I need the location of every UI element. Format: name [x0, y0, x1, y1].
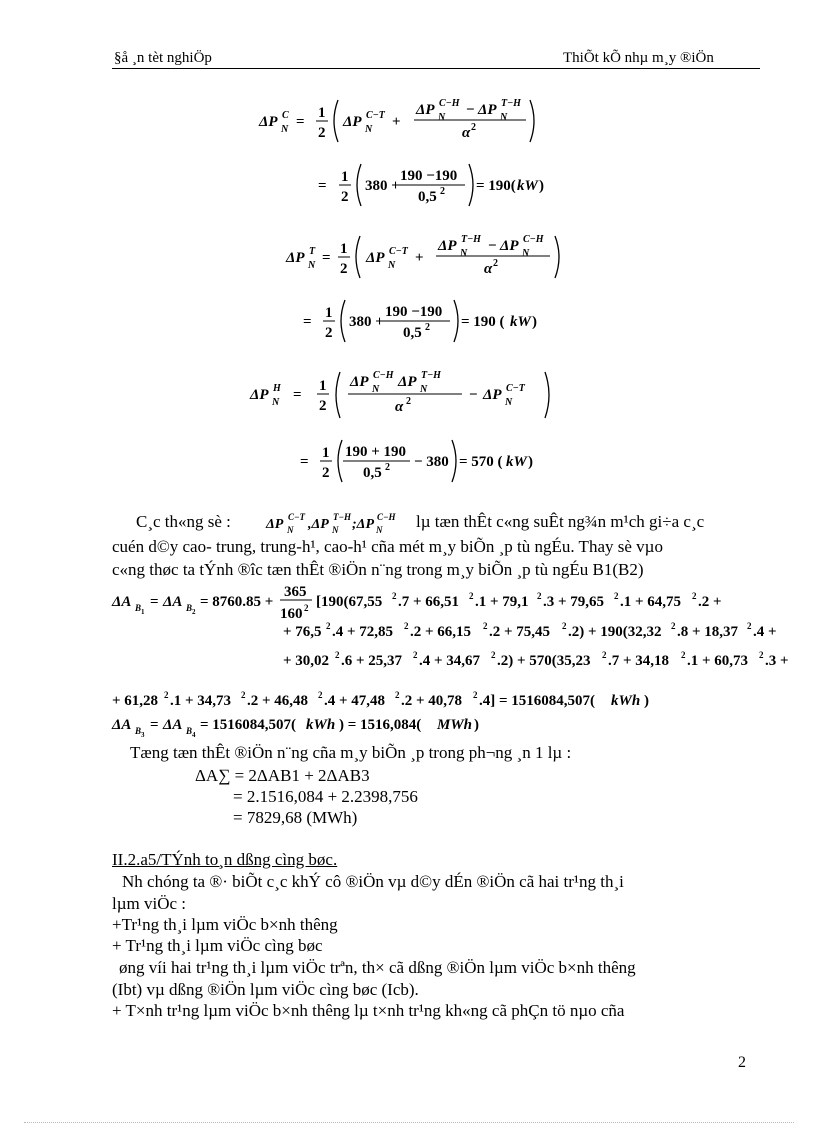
svg-text:380 +: 380 + [349, 314, 384, 330]
svg-text:.1 + 79,1: .1 + 79,1 [475, 594, 529, 610]
svg-text:kW: kW [506, 454, 527, 470]
svg-text:.2) + 190(32,32: .2) + 190(32,32 [568, 624, 662, 640]
svg-text:1: 1 [325, 305, 333, 321]
svg-text:2: 2 [483, 621, 488, 631]
svg-text:ΔA: ΔA [163, 594, 183, 610]
svg-text:C−H: C−H [523, 234, 544, 245]
section-heading: II.2.a5/TÝnh to¸n dßng cìng bøc. [112, 850, 338, 869]
svg-text:1: 1 [318, 105, 326, 121]
svg-text:,ΔP: ,ΔP [308, 517, 329, 532]
svg-text:.3 +: .3 + [765, 653, 789, 669]
svg-text:.4 + 34,67: .4 + 34,67 [419, 653, 481, 669]
section-para-1: Nh chóng ta ®· biÕt c¸c khÝ cô ®iÖn vµ d©y dÉn ®iÖn cã hai tr¹ng th¸i [122, 872, 624, 891]
section-para-5: + T×nh tr¹ng lµm viÖc b×nh thêng lµ t×nh tr¹ng kh«ng cã phÇn tö nµo cña [112, 1001, 625, 1020]
svg-text:T: T [309, 246, 316, 257]
svg-text:0,5: 0,5 [363, 465, 382, 481]
svg-text:2: 2 [385, 462, 390, 473]
svg-text:2: 2 [562, 621, 567, 631]
section-para-3: øng víi hai tr¹ng th¸i lµm viÖc trªn, th× cã dßng ®iÖn lµm viÖc b×nh thêng [119, 958, 636, 977]
svg-text:C−T: C−T [389, 246, 408, 257]
svg-text:2: 2 [304, 603, 309, 613]
svg-text:ΔP: ΔP [366, 250, 385, 266]
svg-text:N: N [372, 384, 380, 395]
svg-text:B: B [186, 603, 193, 613]
svg-text:): ) [644, 693, 649, 709]
svg-text:T−H: T−H [421, 370, 441, 381]
svg-text:.2 + 40,78: .2 + 40,78 [401, 693, 463, 709]
svg-text:.2 + 66,15: .2 + 66,15 [410, 624, 472, 640]
page-number: 2 [738, 1054, 746, 1071]
svg-text:MWh: MWh [437, 717, 473, 733]
bullet-normal-state: +Tr¹ng th¸i lµm viÖc b×nh thêng [112, 915, 338, 934]
svg-text:α: α [462, 125, 471, 141]
svg-text:.2) + 570(35,23: .2) + 570(35,23 [497, 653, 591, 669]
svg-text:) = 1516,084(: ) = 1516,084( [339, 717, 422, 733]
svg-text:= 8760.85 +: = 8760.85 + [200, 594, 274, 610]
svg-text:kWh: kWh [306, 717, 336, 733]
svg-text:.7 + 66,51: .7 + 66,51 [398, 594, 460, 610]
svg-text:ΔP: ΔP [343, 114, 362, 130]
svg-text:= 1516084,507(: = 1516084,507( [200, 717, 297, 733]
svg-text:ΔP: ΔP [350, 374, 369, 390]
section-para-2: lµm viÖc : [112, 894, 187, 913]
svg-text:ΔA: ΔA [112, 717, 132, 733]
svg-text:N: N [420, 384, 428, 395]
svg-text:2: 2 [395, 690, 400, 700]
svg-text:N: N [388, 260, 396, 271]
total-intro: Tæng tæn thÊt ®iÖn n¨ng cña m¸y biÕn ¸p trong ph¬ng ¸n 1 lµ : [130, 743, 572, 762]
svg-text:C−H: C−H [377, 512, 396, 522]
svg-text:): ) [474, 717, 479, 733]
svg-text:=: = [322, 250, 331, 266]
svg-text:2: 2 [318, 125, 326, 141]
svg-text:=: = [296, 114, 305, 130]
svg-text:0,5: 0,5 [418, 189, 437, 205]
svg-text:ΔP: ΔP [483, 387, 502, 403]
svg-text:0,5: 0,5 [403, 325, 422, 341]
section-para-4: (Ibt) vµ dßng ®iÖn lµm viÖc cìng bøc (Icb). [112, 980, 419, 999]
svg-text:= 190 (: = 190 ( [461, 314, 505, 330]
svg-text:2: 2 [671, 621, 676, 631]
svg-text:2: 2 [319, 398, 327, 414]
svg-text:.2 +: .2 + [698, 594, 722, 610]
svg-text:2: 2 [473, 690, 478, 700]
svg-text:1: 1 [340, 241, 348, 257]
svg-text:2: 2 [341, 189, 349, 205]
svg-text:[190(67,55: [190(67,55 [316, 594, 383, 610]
svg-text:−: − [469, 387, 478, 403]
svg-text:C−H: C−H [439, 98, 460, 109]
svg-text:−: − [488, 238, 497, 254]
svg-text:): ) [528, 454, 533, 470]
svg-text:kWh: kWh [611, 693, 641, 709]
svg-text:2: 2 [469, 591, 474, 601]
total-line-3: = 7829,68 (MWh) [233, 808, 358, 827]
svg-text:C−T: C−T [288, 512, 305, 522]
svg-text:ΔP: ΔP [438, 238, 457, 254]
svg-text:N: N [365, 124, 373, 135]
param-prefix: C¸c th«ng sè : [136, 512, 231, 531]
svg-text:N: N [281, 124, 289, 135]
svg-text:N: N [438, 112, 446, 123]
svg-text:.1 + 60,73: .1 + 60,73 [687, 653, 749, 669]
svg-text:2: 2 [440, 186, 445, 197]
svg-text:.3 + 79,65: .3 + 79,65 [543, 594, 605, 610]
svg-text:.1 + 34,73: .1 + 34,73 [170, 693, 232, 709]
svg-text:=: = [150, 717, 159, 733]
svg-text:2: 2 [614, 591, 619, 601]
svg-text:2: 2 [681, 650, 686, 660]
svg-text:B: B [186, 726, 193, 736]
svg-text:C−T: C−T [506, 383, 525, 394]
svg-text:1: 1 [341, 169, 349, 185]
svg-text:ΔP: ΔP [416, 102, 435, 118]
svg-text:2: 2 [413, 650, 418, 660]
svg-text:2: 2 [392, 591, 397, 601]
svg-text:2: 2 [340, 261, 348, 277]
svg-text:α: α [484, 261, 493, 277]
svg-text:2: 2 [537, 591, 542, 601]
svg-text:N: N [376, 525, 383, 535]
svg-text:T−H: T−H [501, 98, 521, 109]
svg-text:2: 2 [335, 650, 340, 660]
svg-text:N: N [505, 397, 513, 408]
svg-text:H: H [273, 383, 281, 394]
svg-text:2: 2 [471, 122, 476, 133]
svg-text:N: N [460, 248, 468, 259]
svg-text:C−T: C−T [366, 110, 385, 121]
header-left: §å ¸n tèt nghiÖp [114, 50, 212, 66]
svg-text:.4 + 72,85: .4 + 72,85 [332, 624, 394, 640]
svg-text:− 380: − 380 [414, 454, 449, 470]
svg-text:N: N [308, 260, 316, 271]
svg-text:3: 3 [141, 731, 145, 739]
svg-text:kW: kW [517, 178, 538, 194]
svg-text:160: 160 [280, 606, 303, 622]
svg-text:2: 2 [747, 621, 752, 631]
svg-text:380 +: 380 + [365, 178, 400, 194]
header-right: ThiÕt kÕ nhµ m¸y ®iÖn [563, 50, 714, 66]
svg-text:T−H: T−H [333, 512, 351, 522]
svg-text:=: = [293, 387, 302, 403]
svg-text:190 −190: 190 −190 [400, 168, 458, 184]
svg-text:ΔA: ΔA [163, 717, 183, 733]
svg-text:= 190(: = 190( [476, 178, 516, 194]
svg-text:1: 1 [319, 378, 327, 394]
svg-text:2: 2 [325, 325, 333, 341]
svg-text:2: 2 [493, 258, 498, 269]
svg-text:=: = [303, 314, 312, 330]
svg-text:190 −190: 190 −190 [385, 304, 443, 320]
svg-text:): ) [539, 178, 544, 194]
svg-text:1: 1 [141, 608, 145, 616]
svg-text:ΔP: ΔP [286, 250, 305, 266]
svg-text:2: 2 [425, 322, 430, 333]
svg-text:2: 2 [759, 650, 764, 660]
svg-text:+ 30,02: + 30,02 [283, 653, 330, 669]
svg-text:ΔP: ΔP [259, 114, 278, 130]
svg-text:C−H: C−H [373, 370, 394, 381]
svg-text:=: = [318, 178, 327, 194]
svg-text:2: 2 [491, 650, 496, 660]
svg-text:N: N [522, 248, 530, 259]
svg-text:2: 2 [692, 591, 697, 601]
svg-text:ΔP: ΔP [250, 387, 269, 403]
total-line-1: ΔA∑ = 2ΔAB1 + 2ΔAB3 [195, 766, 370, 785]
svg-text:1: 1 [322, 445, 330, 461]
svg-text:=: = [300, 454, 309, 470]
bullet-forced-state: + Tr¹ng th¸i lµm viÖc cìng bøc [112, 936, 323, 955]
svg-text:ΔP: ΔP [266, 517, 284, 532]
svg-text:2: 2 [404, 621, 409, 631]
svg-text:365: 365 [284, 584, 307, 600]
svg-text:4: 4 [192, 731, 196, 739]
svg-text:N: N [272, 397, 280, 408]
svg-text:;ΔP: ;ΔP [352, 517, 374, 532]
svg-text:2: 2 [318, 690, 323, 700]
svg-text:2: 2 [322, 465, 330, 481]
svg-text:.8 + 18,37: .8 + 18,37 [677, 624, 739, 640]
param-line-3: c«ng thøc ta tÝnh ®îc tæn thÊt ®iÖn n¨ng trong m¸y biÕn ¸p tù ngÉu B1(B2) [112, 560, 644, 579]
svg-text:α: α [395, 399, 404, 415]
svg-text:.2 + 75,45: .2 + 75,45 [489, 624, 551, 640]
svg-text:2: 2 [192, 608, 196, 616]
svg-text:C: C [282, 110, 289, 121]
svg-text:ΔP: ΔP [500, 238, 519, 254]
svg-text:2: 2 [326, 621, 331, 631]
svg-text:.4 + 47,48: .4 + 47,48 [324, 693, 386, 709]
svg-text:N: N [287, 525, 294, 535]
svg-text:ΔP: ΔP [478, 102, 497, 118]
svg-text:.4] = 1516084,507(: .4] = 1516084,507( [479, 693, 596, 709]
svg-text:+ 61,28: + 61,28 [112, 693, 159, 709]
svg-text:.2 + 46,48: .2 + 46,48 [247, 693, 309, 709]
svg-text:ΔA: ΔA [112, 594, 132, 610]
svg-text:.6 + 25,37: .6 + 25,37 [341, 653, 403, 669]
svg-text:2: 2 [406, 396, 411, 407]
svg-text:−: − [466, 102, 475, 118]
svg-text:N: N [500, 112, 508, 123]
svg-text:+: + [415, 250, 424, 266]
svg-text:+: + [392, 114, 401, 130]
svg-text:T−H: T−H [461, 234, 481, 245]
svg-text:.1 + 64,75: .1 + 64,75 [620, 594, 682, 610]
svg-text:ΔP: ΔP [398, 374, 417, 390]
svg-text:=: = [150, 594, 159, 610]
total-line-2: = 2.1516,084 + 2.2398,756 [233, 787, 418, 806]
svg-text:N: N [332, 525, 339, 535]
param-line-2: cuén d©y cao- trung, trung-h¹, cao-h¹ cña mét m¸y biÕn ¸p tù ngÉu. Thay sè vµo [112, 537, 663, 556]
svg-text:+ 76,5: + 76,5 [283, 624, 322, 640]
svg-text:2: 2 [164, 690, 169, 700]
svg-text:.7 + 34,18: .7 + 34,18 [608, 653, 670, 669]
svg-text:): ) [532, 314, 537, 330]
svg-text:B: B [135, 726, 142, 736]
svg-text:2: 2 [241, 690, 246, 700]
svg-text:= 570 (: = 570 ( [459, 454, 503, 470]
svg-text:B: B [135, 603, 142, 613]
svg-text:.4 +: .4 + [753, 624, 777, 640]
svg-text:kW: kW [510, 314, 531, 330]
svg-text:2: 2 [602, 650, 607, 660]
svg-text:190 + 190: 190 + 190 [345, 444, 407, 460]
param-line-1-post: lµ tæn thÊt c«ng suÊt ng¾n m¹ch gi÷a c¸c [416, 512, 705, 531]
